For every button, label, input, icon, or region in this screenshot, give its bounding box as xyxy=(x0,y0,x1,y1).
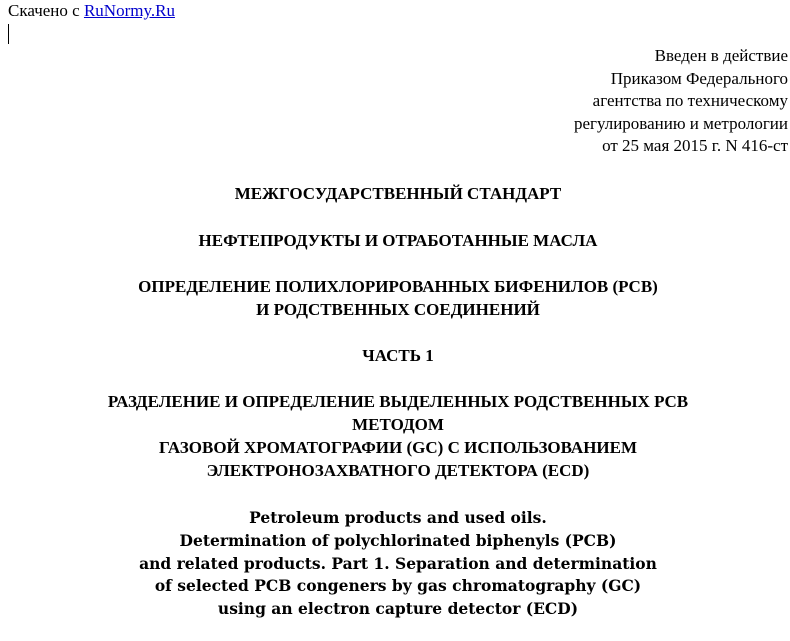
english-title xyxy=(0,507,790,621)
english-title-line: and related products. Part 1. Separation and determination xyxy=(139,553,657,573)
source-prefix: Скачено с xyxy=(8,1,80,20)
source-line xyxy=(8,0,175,22)
approval-line: от 25 мая 2015 г. N 416-ст xyxy=(602,136,788,156)
approval-line: Приказом Федерального xyxy=(610,68,788,88)
approval-block xyxy=(488,45,788,158)
title-line: И РОДСТВЕННЫХ СОЕДИНЕНИЙ xyxy=(256,300,540,319)
part-title-line: МЕТОДОМ xyxy=(352,415,444,434)
english-title-line: of selected PCB congeners by gas chromatography (GC) xyxy=(154,576,642,596)
source-link[interactable]: RuNormy.Ru xyxy=(83,1,175,20)
standard-type-heading: МЕЖГОСУДАРСТВЕННЫЙ СТАНДАРТ xyxy=(234,184,562,203)
subject-heading: НЕФТЕПРОДУКТЫ И ОТРАБОТАННЫЕ МАСЛА xyxy=(198,231,598,250)
english-title-line: Petroleum products and used oils. xyxy=(249,508,547,527)
title-line: ОПРЕДЕЛЕНИЕ ПОЛИХЛОРИРОВАННЫХ БИФЕНИЛОВ (PCB) xyxy=(138,277,658,296)
part-title-heading xyxy=(0,390,790,482)
title-heading xyxy=(0,275,790,321)
approval-line: агентства по техническому xyxy=(592,91,788,111)
english-title-line: Determination of polychlorinated biphenyls (PCB) xyxy=(179,530,617,550)
part-title-line: РАЗДЕЛЕНИЕ И ОПРЕДЕЛЕНИЕ ВЫДЕЛЕННЫХ РОДСТВЕННЫХ PCB xyxy=(107,392,689,411)
part-title-line: ГАЗОВОЙ ХРОМАТОГРАФИИ (GC) С ИСПОЛЬЗОВАНИЕМ xyxy=(158,438,638,457)
part-title-line: ЭЛЕКТРОНОЗАХВАТНОГО ДЕТЕКТОРА (ECD) xyxy=(206,461,590,480)
part-heading: ЧАСТЬ 1 xyxy=(362,346,434,365)
text-cursor xyxy=(8,24,9,44)
approval-line: Введен в действие xyxy=(654,46,788,65)
approval-line: регулированию и метрологии xyxy=(573,113,788,133)
english-title-line: using an electron capture detector (ECD) xyxy=(217,599,579,619)
